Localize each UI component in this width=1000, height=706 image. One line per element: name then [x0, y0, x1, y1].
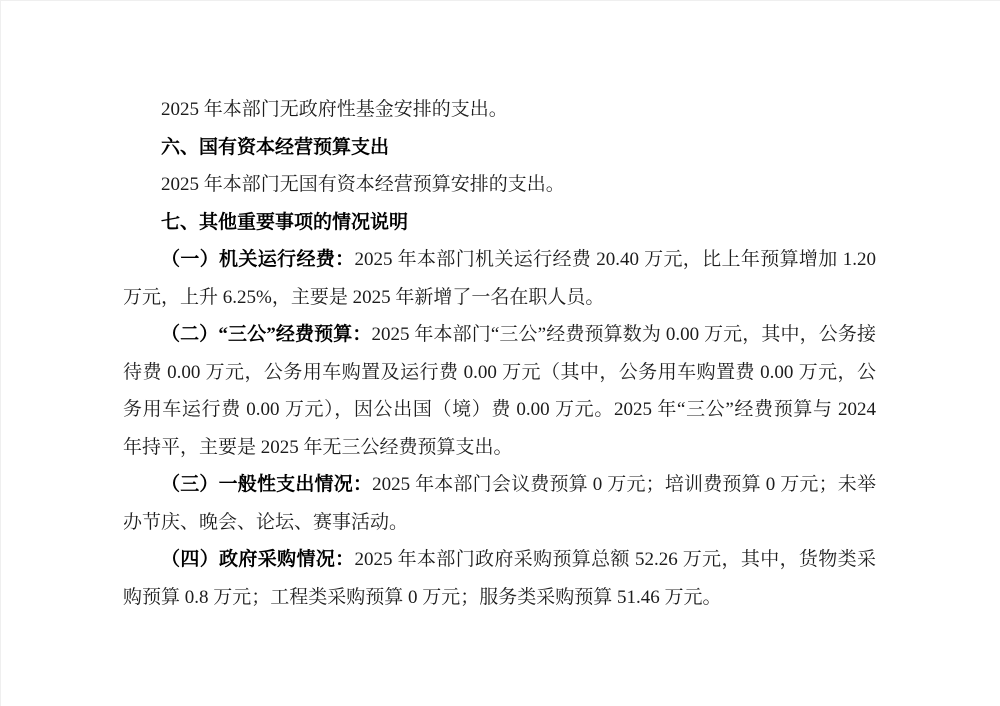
document-content	[1, 1, 1000, 706]
paragraph-general-expenditure	[123, 466, 876, 541]
paragraph-text: 2025 年本部门“三公”经费预算数为 0.00 万元，其中，公务接待费 0.00 万元，公务用车购置及运行费 0.00 万元（其中，公务用车购置费 0.00 万元，公务用车运行费 0.00 万元），因公出国（境）费 0.00 万元。2025 年“三公”经费预算与 2024 年持平，主要是 2025 年无三公经费预算支出。	[123, 324, 876, 458]
paragraph-agency-operating-expense	[123, 241, 876, 316]
paragraph-government-procurement	[123, 541, 876, 616]
paragraph-state-capital-expenditure	[123, 166, 876, 204]
paragraph-text: 2025 年本部门机关运行经费 20.40 万元，比上年预算增加 1.20 万元，上升 6.25%，主要是 2025 年新增了一名在职人员。	[123, 249, 876, 308]
paragraph-lead-label: （四）政府采购情况：	[161, 549, 355, 570]
paragraph-gov-fund-expenditure	[123, 91, 876, 129]
paragraph-lead-label: （一）机关运行经费：	[161, 249, 355, 270]
paragraph-text: 2025 年本部门无国有资本经营预算安排的支出。	[161, 174, 565, 195]
heading-section-six: 六、国有资本经营预算支出	[161, 136, 390, 158]
paragraph-lead-label: （三）一般性支出情况：	[161, 474, 373, 495]
paragraph-text: 2025 年本部门政府采购预算总额 52.26 万元，其中，货物类采购预算 0.8 万元；工程类采购预算 0 万元；服务类采购预算 51.46 万元。	[123, 549, 876, 608]
paragraph-text: 2025 年本部门无政府性基金安排的支出。	[161, 99, 508, 120]
paragraph-three-public-budget	[123, 316, 876, 466]
heading-section-seven: 七、其他重要事项的情况说明	[161, 211, 409, 233]
paragraph-lead-label: （二）“三公”经费预算：	[161, 324, 372, 345]
paragraph-text: 2025 年本部门会议费预算 0 万元；培训费预算 0 万元；未举办节庆、晚会、论坛、赛事活动。	[123, 474, 876, 533]
